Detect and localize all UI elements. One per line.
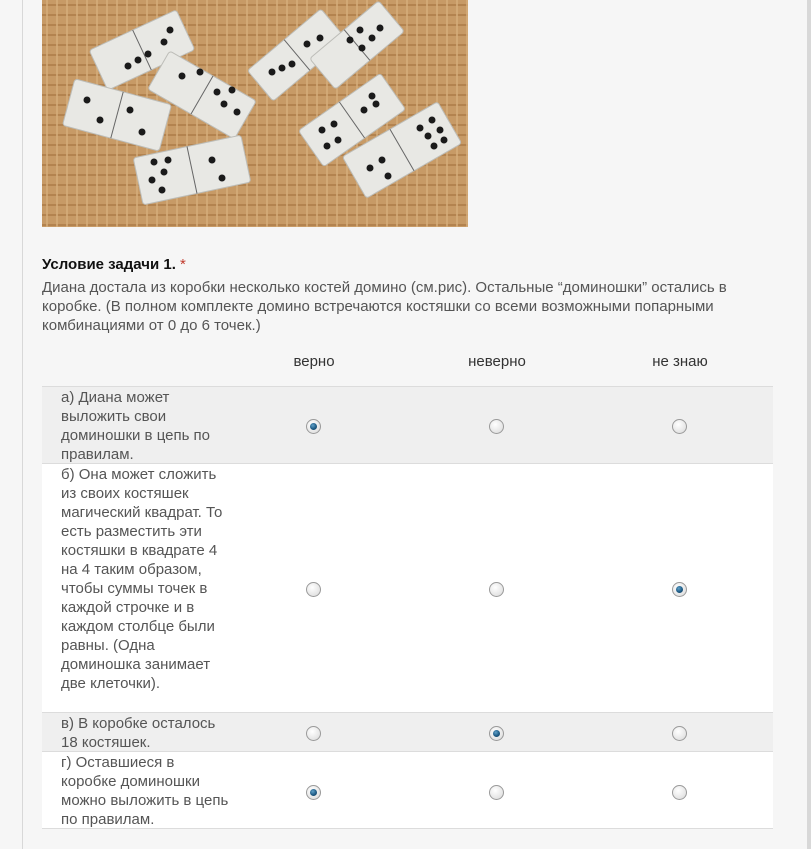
grid-row-g: [42, 752, 773, 829]
answer-grid: [42, 342, 773, 829]
page-left-border: [0, 0, 23, 849]
radio-b-true[interactable]: [306, 582, 321, 597]
grid-header: [42, 342, 773, 387]
grid-row-v: [42, 713, 773, 752]
radio-v-dont-know[interactable]: [672, 726, 687, 741]
required-mark: *: [180, 256, 186, 273]
radio-b-false[interactable]: [489, 582, 504, 597]
row-label-a: а) Диана может выложить свои доминошки в цепь по правилам.: [61, 389, 211, 463]
page-right-border: [807, 0, 811, 849]
radio-a-true[interactable]: [306, 419, 321, 434]
radio-a-dont-know[interactable]: [672, 419, 687, 434]
column-header-dont-know: не знаю: [652, 353, 708, 370]
dominoes-photo: [42, 0, 468, 227]
row-label-v: в) В коробке осталось 18 костяшек.: [61, 715, 216, 751]
radio-g-dont-know[interactable]: [672, 785, 687, 800]
row-label-b: б) Она может сложить из своих костяшек магический квадрат. То есть разместить эти костяшки в квадрате 4 на 4 таким образом, чтобы суммы точек в каждой строчке и в каждом столбце были равны. (Одна доминошка занимает две клеточки).: [61, 466, 223, 692]
column-header-true: верно: [293, 353, 335, 370]
grid-row-a: [42, 387, 773, 464]
radio-g-false[interactable]: [489, 785, 504, 800]
grid-row-b: [42, 464, 773, 713]
radio-v-true[interactable]: [306, 726, 321, 741]
question-title-text: Условие задачи 1.: [42, 256, 176, 273]
row-label-g: г) Оставшиеся в коробке доминошки можно выложить в цепь по правилам.: [61, 754, 229, 828]
question-title: [42, 256, 186, 273]
column-header-false: неверно: [468, 353, 526, 370]
radio-a-false[interactable]: [489, 419, 504, 434]
radio-b-dont-know[interactable]: [672, 582, 687, 597]
radio-g-true[interactable]: [306, 785, 321, 800]
radio-v-false[interactable]: [489, 726, 504, 741]
question-text: Диана достала из коробки несколько костей домино (см.рис). Остальные “доминошки” остались в коробке. (В полном комплекте домино встречаются костяшки со всеми возможными попарными комбинациями от 0 до 6 точек.): [42, 279, 727, 334]
